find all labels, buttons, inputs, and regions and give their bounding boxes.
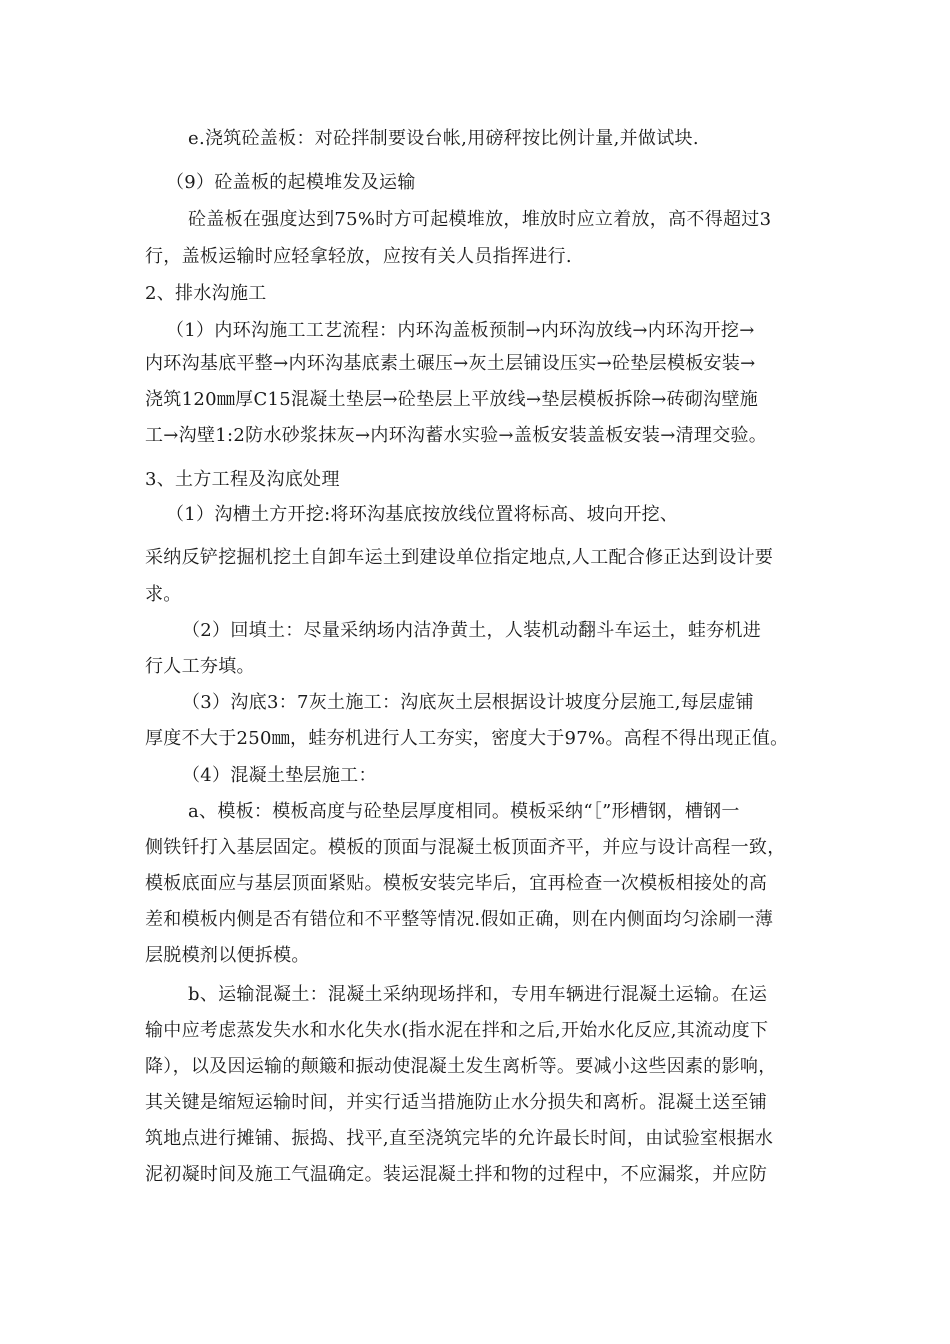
text-line: a、模板：模板高度与砼垫层厚度相同。模板采纳“［”形槽钢，槽钢一	[188, 801, 740, 822]
text-line: 浇筑120㎜厚C15混凝土垫层→砼垫层上平放线→垫层模板拆除→砖砌沟壁施	[145, 389, 759, 410]
text-line: 输中应考虑蒸发失水和水化失水(指水泥在拌和之后,开始水化反应,其流动度下	[145, 1020, 769, 1041]
text-line: 降），以及因运输的颠簸和振动使混凝土发生离析等。要减小这些因素的影响，	[145, 1056, 777, 1077]
text-line: （2）回填土：尽量采纳场内洁净黄土，人装机动翻斗车运土，蛙夯机进	[182, 620, 762, 641]
text-line: 泥初凝时间及施工气温确定。装运混凝土拌和物的过程中，不应漏浆，并应防	[145, 1164, 768, 1185]
text-line: e.浇筑砼盖板：对砼拌制要设台帐,用磅秤按比例计量,并做试块.	[188, 128, 699, 149]
section-heading: 2、排水沟施工	[145, 283, 267, 304]
section-heading: 3、土方工程及沟底处理	[145, 469, 340, 490]
text-line: 侧铁钎打入基层固定。模板的顶面与混凝土板顶面齐平，并应与设计高程一致，	[145, 837, 786, 858]
text-line: 差和模板内侧是否有错位和不平整等情况.假如正确，则在内侧面均匀涂刷一薄	[145, 909, 774, 930]
section-heading: （4）混凝土垫层施工：	[182, 765, 377, 786]
text-line: 求。	[145, 584, 182, 605]
text-line: b、运输混凝土：混凝土采纳现场拌和，专用车辆进行混凝土运输。在运	[188, 984, 768, 1005]
section-heading: （9）砼盖板的起模堆发及运输	[166, 172, 416, 193]
text-line: 层脱模剂以便拆模。	[145, 945, 310, 966]
text-line: 模板底面应与基层顶面紧贴。模板安装完毕后，宜再检查一次模板相接处的高	[145, 873, 768, 894]
text-line: （3）沟底3：7灰土施工：沟底灰土层根据设计坡度分层施工,每层虚铺	[182, 692, 754, 713]
text-line: 内环沟基底平整→内环沟基底素土碾压→灰土层铺设压实→砼垫层模板安装→	[145, 353, 756, 374]
text-line: 其关键是缩短运输时间，并实行适当措施防止水分损失和离析。混凝土送至铺	[145, 1092, 768, 1113]
text-line: 厚度不大于250㎜，蛙夯机进行人工夯实，密度大于97%。高程不得出现正值。	[145, 728, 789, 749]
text-line: （1）内环沟施工工艺流程：内环沟盖板预制→内环沟放线→内环沟开挖→	[166, 320, 755, 341]
text-line: 行，盖板运输时应轻拿轻放，应按有关人员指挥进行.	[145, 246, 572, 267]
text-line: 砼盖板在强度达到75%时方可起模堆放，堆放时应立着放，高不得超过3	[188, 209, 772, 230]
text-line: 行人工夯填。	[145, 656, 255, 677]
text-line: 筑地点进行摊铺、振捣、找平,直至浇筑完毕的允许最长时间，由试验室根据水	[145, 1128, 774, 1149]
text-line: （1）沟槽土方开挖:将环沟基底按放线位置将标高、坡向开挖、	[166, 504, 679, 525]
text-line: 工→沟壁1:2防水砂浆抹灰→内环沟蓄水实验→盖板安装盖板安装→清理交验。	[145, 425, 768, 446]
text-line: 采纳反铲挖掘机挖土自卸车运土到建设单位指定地点,人工配合修正达到设计要	[145, 547, 774, 568]
